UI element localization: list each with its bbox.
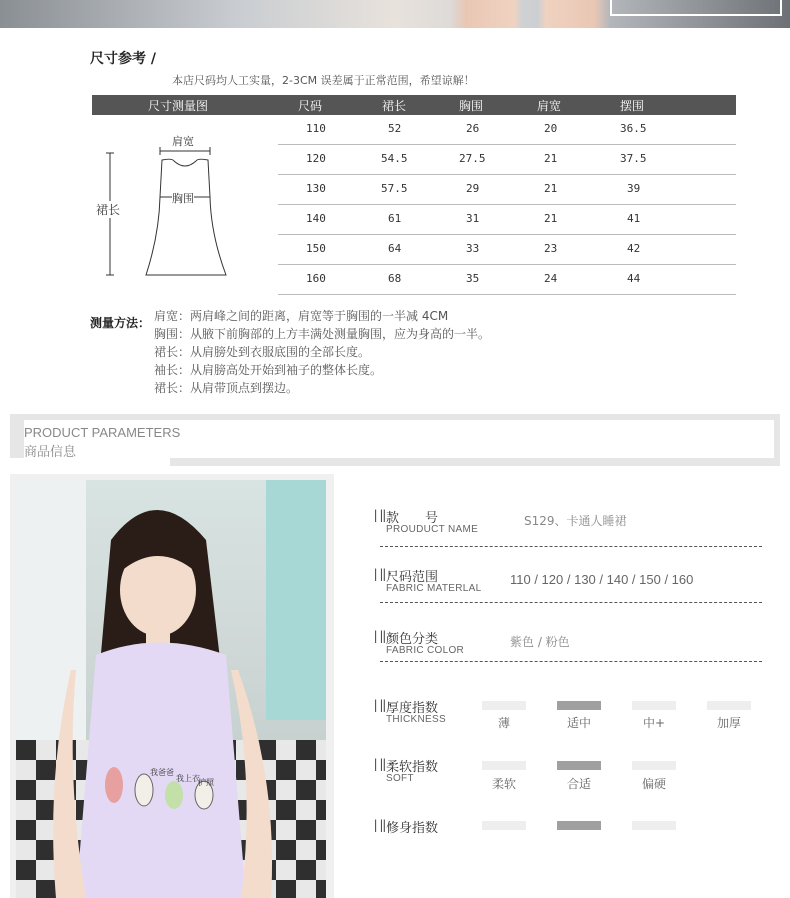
cell-hem: 37.5	[620, 152, 647, 165]
rating-option: 偏硬	[641, 777, 666, 791]
size-row	[278, 205, 736, 235]
cell-size: 150	[306, 242, 326, 255]
diagram-shoulder-label: 肩宽	[172, 135, 194, 148]
cell-length: 52	[388, 122, 402, 135]
param-divider	[380, 661, 762, 662]
measure-line: 袖长：从肩膀高处开始到袖子的整体长度。	[154, 363, 383, 377]
header-length: 裙长	[382, 99, 407, 113]
param-bullet-icon: |‖·	[372, 698, 394, 712]
cell-shoulder: 20	[544, 122, 558, 135]
measure-line: 胸围：从腋下前胸部的上方丰满处测量胸围，应为身高的一半。	[154, 327, 491, 341]
rating-option: 加厚	[716, 716, 741, 730]
param-value: S129、卡通人睡裙	[524, 514, 627, 528]
param-label-en: FABRIC MATERLAL	[386, 583, 482, 594]
measure-line: 裙长：从肩膀处到衣服底围的全部长度。	[154, 345, 371, 359]
cell-length: 61	[388, 212, 402, 225]
rating-bar	[632, 761, 676, 770]
header-chest: 胸围	[459, 99, 484, 113]
rating-option: 合适	[566, 777, 591, 791]
param-bullet-icon: |‖·	[372, 818, 394, 832]
rating-label-en: SOFT	[386, 773, 414, 784]
rating-bar	[482, 761, 526, 770]
diagram-length-label: 裙长	[96, 203, 121, 217]
size-row	[278, 265, 736, 295]
cell-hem: 41	[627, 212, 641, 225]
cell-size: 110	[306, 122, 326, 135]
params-title-en: PRODUCT PARAMETERS	[24, 425, 181, 440]
param-value: 110 / 120 / 130 / 140 / 150 / 160	[510, 572, 694, 587]
cell-size: 140	[306, 212, 326, 225]
top-banner-photo	[0, 0, 790, 28]
param-label-en: PROUDUCT NAME	[386, 524, 479, 535]
cell-chest: 26	[466, 122, 480, 135]
param-divider	[380, 546, 762, 547]
rating-label-cn: 柔软指数	[386, 760, 439, 775]
cell-shoulder: 21	[544, 152, 558, 165]
size-row	[278, 145, 736, 175]
header-shoulder: 肩宽	[537, 99, 562, 113]
cell-chest: 33	[466, 242, 480, 255]
product-photo-scene	[16, 480, 326, 898]
girl-in-dress-image	[16, 480, 326, 898]
rating-label-cn: 厚度指数	[386, 701, 439, 716]
measure-line: 裙长：从肩带顶点到摆边。	[154, 381, 299, 395]
cell-shoulder: 21	[544, 212, 558, 225]
size-row	[278, 115, 736, 145]
print-label: 我爸爸	[150, 768, 174, 777]
rating-option: 柔软	[491, 777, 516, 791]
rating-bar-selected	[557, 761, 601, 770]
param-value: 紫色 / 粉色	[510, 635, 570, 649]
rating-label-en: THICKNESS	[386, 714, 446, 725]
size-reference-title: 尺寸参考 /	[90, 51, 156, 67]
param-label-cn: 款 号	[386, 511, 439, 526]
param-bullet-icon: |‖·	[372, 508, 394, 522]
cell-length: 64	[388, 242, 402, 255]
diagram-chest-label: 胸围	[172, 192, 194, 205]
cell-chest: 35	[466, 272, 480, 285]
size-row	[278, 175, 736, 205]
rating-label-cn: 修身指数	[386, 821, 439, 836]
param-bullet-icon: |‖·	[372, 757, 394, 771]
header-size: 尺码	[298, 99, 323, 113]
param-label-cn: 颜色分类	[386, 632, 439, 647]
rating-option: 薄	[497, 716, 510, 730]
cell-size: 160	[306, 272, 326, 285]
rating-option: 适中	[566, 716, 591, 730]
cell-chest: 31	[466, 212, 480, 225]
print-label: 我上衣	[176, 774, 200, 783]
param-label-en: FABRIC COLOR	[386, 645, 465, 656]
product-photo	[10, 474, 334, 898]
rating-bar	[707, 701, 751, 710]
cell-length: 57.5	[381, 182, 408, 195]
cell-shoulder: 23	[544, 242, 558, 255]
cell-chest: 29	[466, 182, 480, 195]
cell-size: 120	[306, 152, 326, 165]
banner-legs	[450, 0, 610, 28]
cell-hem: 42	[627, 242, 641, 255]
rating-bar	[482, 701, 526, 710]
size-note: 本店尺码均人工实量，2-3CM 误差属于正常范围，希望谅解！	[172, 74, 475, 87]
params-title-cn: 商品信息	[24, 445, 77, 460]
cell-shoulder: 24	[544, 272, 558, 285]
cell-chest: 27.5	[459, 152, 486, 165]
rating-option: 中+	[642, 716, 666, 730]
cell-length: 54.5	[381, 152, 408, 165]
cell-size: 130	[306, 182, 326, 195]
measure-method-label: 测量方法：	[90, 316, 151, 330]
rating-bar	[632, 821, 676, 830]
measure-line: 肩宽：两肩峰之间的距离，肩宽等于胸围的一半减 4CM	[154, 309, 449, 323]
banner-frame	[610, 0, 782, 16]
dress-measure-diagram	[92, 125, 277, 295]
param-bullet-icon: |‖·	[372, 629, 394, 643]
size-row	[278, 235, 736, 265]
header-hem: 摆围	[620, 99, 645, 113]
cell-length: 68	[388, 272, 402, 285]
rating-bar-selected	[557, 701, 601, 710]
rating-bar-selected	[557, 821, 601, 830]
print-label: 护照	[198, 778, 214, 787]
param-bullet-icon: |‖·	[372, 567, 394, 581]
rating-bar	[482, 821, 526, 830]
product-params-header	[10, 414, 780, 466]
cell-hem: 44	[627, 272, 641, 285]
size-table-header	[92, 95, 736, 115]
cell-hem: 39	[627, 182, 641, 195]
header-diagram: 尺寸测量图	[148, 99, 209, 113]
cell-shoulder: 21	[544, 182, 558, 195]
rating-bar	[632, 701, 676, 710]
param-divider	[380, 602, 762, 603]
param-label-cn: 尺码范围	[386, 570, 439, 585]
cell-hem: 36.5	[620, 122, 647, 135]
